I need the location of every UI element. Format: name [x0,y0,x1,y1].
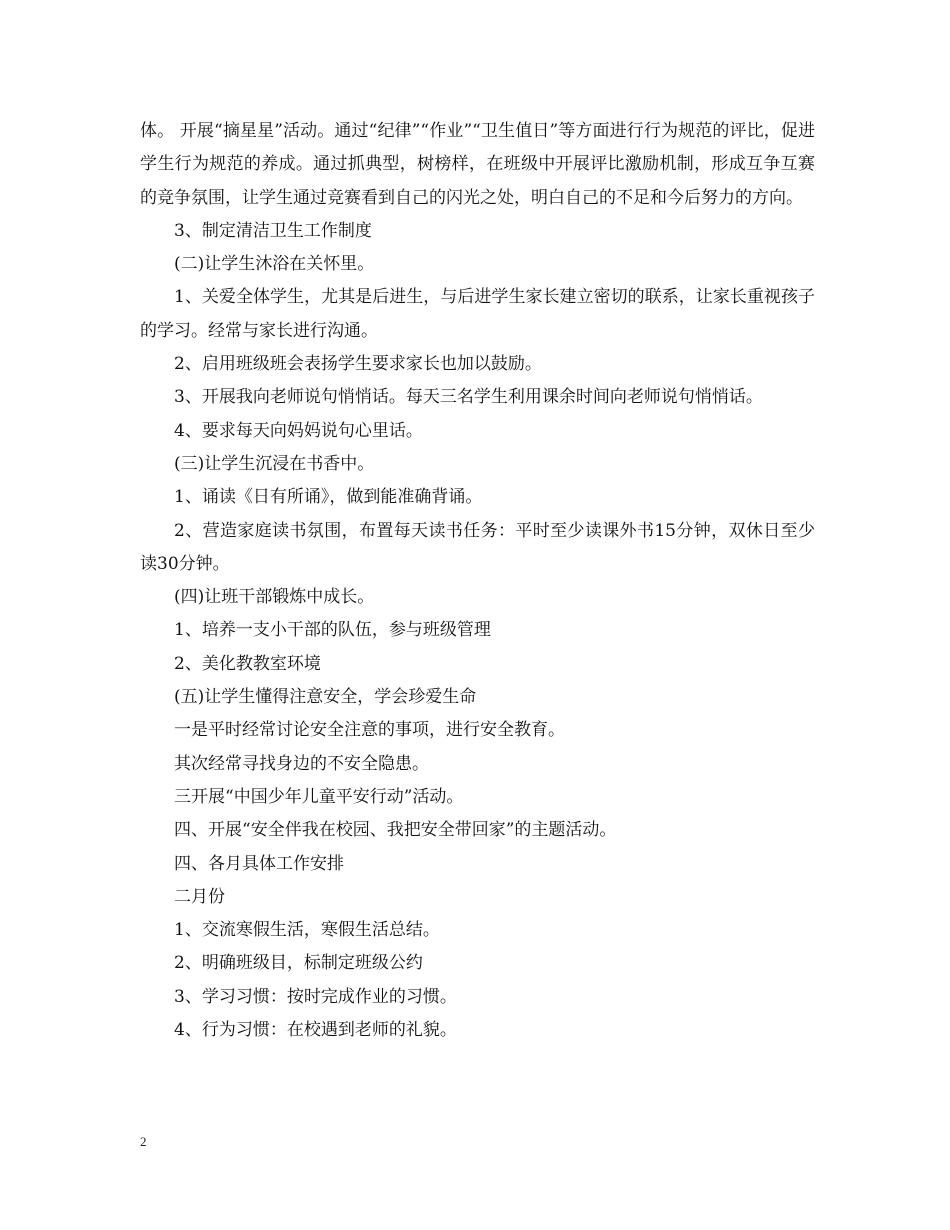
paragraph: 1、交流寒假生活，寒假生活总结。 [174,920,440,941]
paragraph: 1、培养一支小干部的队伍，参与班级管理 [174,620,491,641]
paragraph: (四)让班干部锻炼中成长。 [174,587,375,608]
paragraph: 2、启用班级班会表扬学生要求家长也加以鼓励。 [174,354,542,375]
paragraph: 2、营造家庭读书氛围，布置每天读书任务：平时至少读课外书15分钟，双休日至少读30分钟。 [140,520,815,574]
paragraph: (三)让学生沉浸在书香中。 [174,453,375,474]
paragraph: 1、诵读《日有所诵》，做到能准确背诵。 [174,487,483,508]
paragraph: 三开展“中国少年儿童平安行动”活动。 [174,786,464,807]
paragraph: 4、要求每天向妈妈说句心里话。 [174,420,423,441]
page-number: 2 [140,1134,147,1149]
paragraph: 其次经常寻找身边的不安全隐患。 [174,753,429,774]
paragraph: 四、开展“安全伴我在校园、我把安全带回家”的主题活动。 [174,820,617,841]
paragraph: (五)让学生懂得注意安全，学会珍爱生命 [174,687,477,708]
paragraph: 一是平时经常讨论安全注意的事项，进行安全教育。 [174,720,565,741]
paragraph: 体。 开展“摘星星”活动。通过“纪律”“作业”“卫生值日”等方面进行行为规范的评比，促进学生行为规范的养成。通过抓典型，树榜样，在班级中开展评比激励机制，形成互争互赛的竞争氛围，让学生通过竞赛看到自己的闪光之处，明白自己的不足和今后努力的方向。 [140,121,815,208]
paragraph: 4、行为习惯：在校遇到老师的礼貌。 [174,1020,457,1041]
paragraph: 2、美化教教室环境 [174,653,321,674]
paragraph: 3、学习习惯：按时完成作业的习惯。 [174,986,457,1007]
paragraph: 1、关爱全体学生，尤其是后进生，与后进学生家长建立密切的联系，让家长重视孩子的学习。经常与家长进行沟通。 [140,287,815,341]
document-body [140,115,815,1047]
paragraph: 二月份 [174,886,225,907]
paragraph: (二)让学生沐浴在关怀里。 [174,254,375,275]
paragraph: 2、明确班级目，标制定班级公约 [174,953,423,974]
paragraph: 四、各月具体工作安排 [174,853,344,874]
paragraph: 3、制定清洁卫生工作制度 [174,220,372,241]
paragraph: 3、开展我向老师说句悄悄话。每天三名学生利用课余时间向老师说句悄悄话。 [174,387,763,408]
